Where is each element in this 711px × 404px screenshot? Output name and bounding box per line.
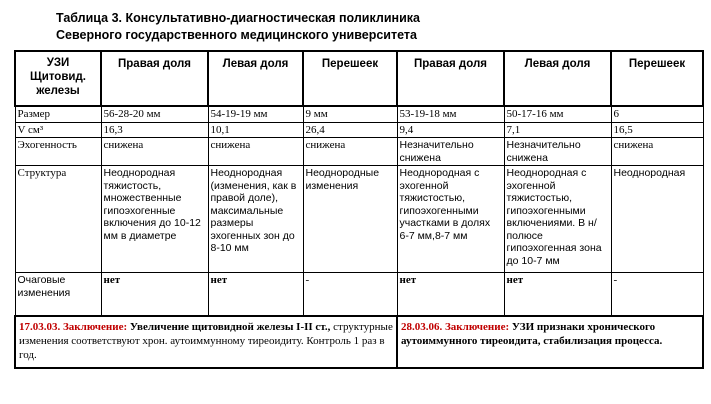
conclusion-cell-2 xyxy=(397,316,703,368)
header-cell: Правая доля xyxy=(101,51,208,106)
table-cell: снижена xyxy=(101,138,208,166)
row-label: Размер xyxy=(15,106,101,122)
table-title xyxy=(56,10,616,44)
table-cell: снижена xyxy=(611,138,703,166)
table-cell: 26,4 xyxy=(303,122,397,138)
header-cell: УЗИ Щитовид. железы xyxy=(15,51,101,106)
table-cell: 54-19-19 мм xyxy=(208,106,303,122)
table-cell: - xyxy=(611,273,703,317)
table-cell: 10,1 xyxy=(208,122,303,138)
header-cell: Левая доля xyxy=(504,51,611,106)
table-cell: нет xyxy=(101,273,208,317)
table-cell: 50-17-16 мм xyxy=(504,106,611,122)
table-cell: 6 xyxy=(611,106,703,122)
table-cell: Неоднородная с эхогенной тяжистостью, гипоэхогенными участками в долях 6-7 мм,8-7 мм xyxy=(397,166,504,273)
table-cell: нет xyxy=(208,273,303,317)
table-cell: 56-28-20 мм xyxy=(101,106,208,122)
header-row xyxy=(15,51,703,106)
row-label: Эхогенность xyxy=(15,138,101,166)
table-cell: нет xyxy=(504,273,611,317)
conclusion-text: структурные изменения соответствуют хрон. аутоиммунному тиреоидиту. Контроль 1 раз в год. xyxy=(19,321,393,361)
table-row xyxy=(15,138,703,166)
conclusion-row xyxy=(15,316,703,368)
table-cell: Незначительно снижена xyxy=(504,138,611,166)
table-cell: Неоднородная (изменения, как в правой доле), максимальные размеры эхогенных зон до 8-10 мм xyxy=(208,166,303,273)
row-label: V см³ xyxy=(15,122,101,138)
table-cell: Незначительно снижена xyxy=(397,138,504,166)
table-cell: 16,3 xyxy=(101,122,208,138)
table-cell: Неоднородные изменения xyxy=(303,166,397,273)
table-cell: 53-19-18 мм xyxy=(397,106,504,122)
conclusion-label: Заключение: xyxy=(63,321,128,333)
conclusion-date: 28.03.06. xyxy=(401,321,443,333)
conclusion-date: 17.03.03. xyxy=(19,321,61,333)
table-row xyxy=(15,122,703,138)
table-cell: Неоднородная с эхогенной тяжистостью, гипоэхогенными включениями. В н/полюсе гипоэхогенная зона до 10-7 мм xyxy=(504,166,611,273)
header-cell: Перешеек xyxy=(303,51,397,106)
table-cell: Неоднородная xyxy=(611,166,703,273)
table-row xyxy=(15,106,703,122)
table-cell: 9,4 xyxy=(397,122,504,138)
row-label: Очаговые изменения xyxy=(15,273,101,317)
title-line-2: Северного государственного медицинского университета xyxy=(56,28,417,42)
row-label: Структура xyxy=(15,166,101,273)
header-cell: Правая доля xyxy=(397,51,504,106)
table-cell: - xyxy=(303,273,397,317)
table-cell: снижена xyxy=(303,138,397,166)
header-cell: Левая доля xyxy=(208,51,303,106)
table-cell: 9 мм xyxy=(303,106,397,122)
table-cell: снижена xyxy=(208,138,303,166)
conclusion-bold-text: УЗИ признаки хронического аутоиммунного тиреоидита, стабилизация процесса. xyxy=(401,321,663,347)
title-line-1: Таблица 3. Консультативно-диагностическая поликлиника xyxy=(56,11,420,25)
conclusion-bold-text: Увеличение щитовидной железы I-II ст., xyxy=(129,321,331,333)
table-cell: нет xyxy=(397,273,504,317)
conclusion-label: Заключение: xyxy=(445,321,510,333)
table-cell: 7,1 xyxy=(504,122,611,138)
table-row xyxy=(15,166,703,273)
table-cell: Неоднородная тяжистость, множественные гипоэхогенные включения до 10-12 мм в диаметре xyxy=(101,166,208,273)
thyroid-ultrasound-table xyxy=(14,50,704,369)
table-row xyxy=(15,273,703,317)
conclusion-cell-1 xyxy=(15,316,397,368)
header-cell: Перешеек xyxy=(611,51,703,106)
table-cell: 16,5 xyxy=(611,122,703,138)
